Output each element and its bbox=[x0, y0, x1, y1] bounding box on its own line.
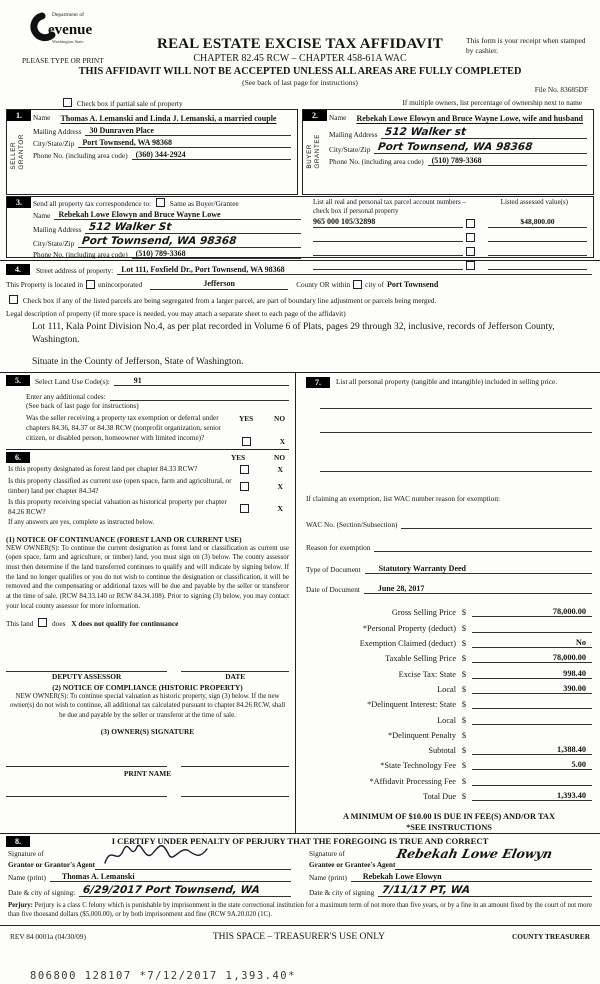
notice2-body: NEW OWNER(S): To continue special valuation as historic property, sign (3) below. If the new owner(s) do not wish to continue, all additional tax calculated pursuant to chapter 84.26 RCW, shall be due and payable by the seller or transferor at the time of sale. bbox=[9, 692, 286, 719]
grantee-date-label: Date & city of signing bbox=[309, 888, 375, 897]
total-due-label: Total Due bbox=[423, 791, 456, 801]
type-of-document-value[interactable]: Statutory Warranty Deed bbox=[365, 564, 592, 574]
parcel-number-4[interactable] bbox=[313, 259, 463, 270]
personal-property-line-3[interactable] bbox=[320, 465, 592, 472]
unincorporated-label: unincorporated bbox=[98, 279, 143, 289]
this-land-prefix: This land bbox=[6, 618, 34, 628]
historic-question: Is this property receiving special valuation as historical property per chapter 84.26 RCW? bbox=[8, 498, 227, 517]
seller-phone-value[interactable]: (360) 344-2924 bbox=[132, 150, 291, 160]
dollar-sign: $ bbox=[461, 730, 467, 740]
dollar-sign: $ bbox=[461, 761, 467, 771]
form-subtitle: CHAPTER 82.45 RCW – CHAPTER 458-61A WAC bbox=[193, 53, 407, 64]
corr-city-value[interactable]: Port Townsend, WA 98368 bbox=[81, 235, 238, 247]
print-name-line-1[interactable] bbox=[6, 788, 167, 797]
segregated-note: Check box if any of the listed parcels are being segregated from a larger parcel, are part of boundary line adjustment or parcels being merged. bbox=[22, 296, 437, 305]
treasurer-space-label: THIS SPACE – TREASURER'S USE ONLY bbox=[212, 932, 385, 942]
dollar-sign: $ bbox=[461, 623, 467, 633]
multiple-owners-note: If multiple owners, list percentage of ownership next to name bbox=[402, 98, 582, 107]
correspondence-box bbox=[6, 196, 594, 258]
buyer-box bbox=[302, 109, 594, 195]
money-row bbox=[306, 786, 592, 801]
current-use-yes-checkbox[interactable] bbox=[240, 482, 249, 491]
situate-line: Situate in the County of Jefferson, State of Washington. bbox=[32, 357, 244, 367]
grantor-signature-block bbox=[8, 849, 291, 897]
buyer-side-1: BUYER bbox=[306, 143, 313, 169]
exemption-yes-checkbox[interactable] bbox=[242, 437, 251, 446]
reason-label: Reason for exemption bbox=[306, 543, 371, 553]
treasurer-stamp: 806800 128107 *7/12/2017 1,393.40* bbox=[30, 970, 296, 982]
buyer-name-label: Name bbox=[329, 113, 347, 122]
money-table bbox=[306, 602, 592, 801]
personal-property-checkbox-1[interactable] bbox=[466, 219, 475, 228]
dollar-sign: $ bbox=[461, 715, 467, 725]
historic-no-answer: X bbox=[277, 503, 283, 513]
seller-city-value[interactable]: Port Townsend, WA 98368 bbox=[78, 138, 291, 148]
exemption-claimed-label: Exemption Claimed (deduct) bbox=[359, 639, 456, 649]
processing-fee-label: *Affidavit Processing Fee bbox=[369, 776, 456, 786]
money-row bbox=[306, 725, 592, 740]
city-value[interactable]: Port Townsend bbox=[386, 279, 439, 289]
grantor-name-value[interactable]: Thomas A. Lemanski bbox=[50, 872, 291, 882]
grantor-sig-label-2: Grantor or Grantor's Agent bbox=[8, 860, 96, 869]
seller-name-value[interactable]: Thomas A. Lemanski and Linda J. Lemanski, a married couple bbox=[60, 114, 277, 123]
partial-sale-label: Check box if partial sale of property bbox=[76, 98, 183, 108]
street-address-label: Street address of property: bbox=[36, 266, 114, 275]
no-label-6: NO bbox=[274, 453, 285, 462]
grantee-sig-label-1: Signature of bbox=[309, 849, 345, 858]
personal-property-line-1[interactable] bbox=[320, 402, 592, 409]
excise-local-label: Local bbox=[437, 684, 456, 694]
logo-revenue-text: evenue bbox=[48, 22, 93, 38]
partial-sale-checkbox[interactable] bbox=[63, 98, 72, 107]
yes-label-6: YES bbox=[231, 453, 246, 462]
forest-no-answer: X bbox=[277, 465, 283, 475]
corr-name-label: Name bbox=[33, 211, 51, 220]
section2-tab: 2. bbox=[303, 110, 327, 121]
date-label: DATE bbox=[225, 671, 246, 681]
grantee-signature-block bbox=[309, 846, 592, 897]
buyer-side-2: GRANTEE bbox=[314, 134, 321, 169]
total-due-value[interactable]: 1,393.40 bbox=[472, 791, 592, 801]
section1-tab: 1. bbox=[7, 110, 31, 121]
personal-deduct-value[interactable] bbox=[472, 632, 592, 633]
assessed-value-4[interactable] bbox=[488, 259, 587, 270]
money-row bbox=[306, 633, 592, 648]
seller-side-2: GRANTOR bbox=[18, 134, 25, 170]
dollar-sign: $ bbox=[461, 684, 467, 694]
money-row bbox=[306, 663, 592, 678]
minimum-note: A MINIMUM OF $10.00 IS DUE IN FEE(S) AND/OR TAX bbox=[342, 811, 556, 821]
personal-property-checkbox-4[interactable] bbox=[466, 261, 475, 270]
legal-description-label: Legal description of property (if more space is needed, you may attach a separate sheet to each page of the affidavit) bbox=[6, 309, 346, 318]
seller-city-label: City/State/Zip bbox=[33, 139, 75, 148]
personal-property-label: List all personal property (tangible and intangible) included in selling price. bbox=[336, 377, 558, 386]
exemption-claim-label: If claiming an exemption, list WAC number reason for exemption: bbox=[306, 494, 500, 504]
owner-signature-line-1[interactable] bbox=[6, 758, 167, 767]
buyer-mailing-value[interactable]: 512 Walker st bbox=[384, 126, 468, 138]
seller-box bbox=[6, 109, 298, 195]
personal-property-checkbox-3[interactable] bbox=[466, 247, 475, 256]
print-name-label: PRINT NAME bbox=[123, 768, 172, 778]
corr-city-label: City/State/Zip bbox=[33, 239, 75, 248]
exemption-claimed-value[interactable]: No bbox=[472, 638, 592, 648]
segregated-checkbox[interactable] bbox=[9, 295, 18, 304]
corr-mailing-value[interactable]: 512 Walker St bbox=[88, 221, 173, 233]
county-treasurer-label: COUNTY TREASURER bbox=[511, 932, 590, 941]
assessed-value-2[interactable] bbox=[488, 231, 587, 242]
excise-state-value[interactable]: 998.40 bbox=[472, 669, 592, 679]
notice1-body: NEW OWNER(S): To continue the current designation as forest land or classification as current use (open space, farm and agriculture, or timber) land, you must sign on (3) below. The county assessor must then determine if the land transferred continues to qualify and will indicate by signing below. If the land no longer qualifies or you do not wish to continue the designation or classification, it will be removed and the compensating or additional taxes will be due and payable by the seller or transferor at the time of sale. (RCW 84.33.140 or RCW 84.34.108). Prior to signing (3) below, you may contact your local county assessor for more information. bbox=[6, 544, 289, 610]
this-land-does-checkbox[interactable] bbox=[38, 618, 47, 627]
see-back-instructions: (See back of last page for instructions) bbox=[26, 401, 139, 410]
forest-land-question: Is this property designated as forest land per chapter 84.33 RCW? bbox=[8, 465, 198, 473]
wac-field[interactable] bbox=[401, 518, 592, 529]
section5-tab: 5. bbox=[6, 375, 30, 386]
property-address-section bbox=[0, 260, 600, 370]
county-value[interactable]: Jefferson bbox=[150, 279, 288, 290]
subtotal-label: Subtotal bbox=[428, 746, 456, 756]
rev-number: REV 84 0001a (04/30/09) bbox=[10, 932, 86, 941]
section3-tab: 3. bbox=[7, 197, 31, 208]
reason-field[interactable] bbox=[374, 541, 592, 552]
tech-fee-label: *State Technology Fee bbox=[380, 761, 456, 771]
dollar-sign: $ bbox=[461, 608, 467, 618]
corr-name-value[interactable]: Rebekah Lowe Elowyn and Bruce Wayne Lowe bbox=[54, 210, 301, 220]
money-row bbox=[306, 770, 592, 785]
date-of-document-label: Date of Document bbox=[306, 585, 360, 595]
dollar-sign: $ bbox=[461, 654, 467, 664]
partial-sale-row bbox=[0, 96, 600, 109]
grantor-signature-scribble bbox=[101, 841, 211, 869]
section7-tab: 7. bbox=[306, 377, 330, 388]
money-row bbox=[306, 679, 592, 694]
certify-statement: I CERTIFY UNDER PENALTY OF PERJURY THAT THE FOREGOING IS TRUE AND CORRECT bbox=[111, 836, 489, 846]
gross-price-value[interactable]: 78,000.00 bbox=[472, 607, 592, 617]
money-row bbox=[306, 648, 592, 663]
section8-tab: 8. bbox=[6, 836, 30, 847]
money-row bbox=[306, 694, 592, 709]
buyer-city-value[interactable]: Port Townsend, WA 98368 bbox=[377, 141, 534, 153]
grantee-signature-value: Rebekah Lowe Elowyn bbox=[395, 846, 555, 861]
same-as-label: Same as Buyer/Grantee bbox=[169, 199, 239, 208]
subtotal-value[interactable]: 1,388.40 bbox=[472, 745, 592, 755]
historic-yes-checkbox[interactable] bbox=[240, 504, 249, 513]
unincorporated-checkbox[interactable] bbox=[86, 280, 95, 289]
money-row bbox=[306, 709, 592, 724]
buyer-side-label bbox=[306, 134, 321, 169]
dollar-sign: $ bbox=[461, 791, 467, 801]
parcel-header: List all real and personal tax parcel account numbers – check box if personal property bbox=[313, 198, 466, 215]
if-yes-note: If any answers are yes, complete as instructed below. bbox=[8, 518, 155, 526]
grantee-date-value[interactable]: 7/11/17 PT, WA bbox=[381, 884, 471, 896]
form-footer bbox=[0, 925, 600, 948]
delinquent-interest-local-label: Local bbox=[437, 715, 456, 725]
excise-local-value[interactable]: 390.00 bbox=[472, 684, 592, 694]
assessed-value-1[interactable]: $48,800.00 bbox=[488, 217, 587, 228]
delinquent-interest-state-label: *Delinquent Interest: State bbox=[367, 700, 456, 710]
logo-dept-text: Department of bbox=[52, 12, 84, 18]
left-column bbox=[0, 373, 296, 833]
assessed-value-3[interactable] bbox=[488, 245, 587, 256]
owners-signature-label: (3) OWNER(S) SIGNATURE bbox=[100, 726, 195, 736]
buyer-name-value[interactable]: Rebekah Lowe Elowyn and Bruce Wayne Lowe, wife and husband bbox=[356, 114, 583, 123]
please-type-label: PLEASE TYPE OR PRINT bbox=[22, 56, 104, 65]
type-of-document-label: Type of Document bbox=[306, 565, 361, 575]
grantor-date-value[interactable]: 6/29/2017 Port Townsend, WA bbox=[82, 884, 261, 896]
dollar-sign: $ bbox=[461, 669, 467, 679]
grantor-date-label: Date & city of signing: bbox=[8, 888, 76, 897]
city-checkbox[interactable] bbox=[353, 280, 362, 289]
tax-exemption-question: Was the seller receiving a property tax exemption or deferral under chapters 84.36, 84.37 or 84.38 RCW (nonprofit organization, senior citizen, or disabled person, homeowner with limited income)? bbox=[26, 414, 222, 442]
corr-mailing-label: Mailing Address bbox=[33, 225, 82, 234]
seller-side-1: SELLER bbox=[10, 141, 17, 170]
delinquent-interest-local-value[interactable] bbox=[472, 724, 592, 725]
processing-fee-value[interactable] bbox=[472, 785, 592, 786]
buyer-phone-label: Phone No. (including area code) bbox=[329, 157, 424, 166]
corr-phone-value[interactable]: (510) 789-3368 bbox=[132, 249, 301, 259]
excise-state-label: Excise Tax: State bbox=[398, 669, 456, 679]
current-use-question: Is this property classified as current use (open space, farm and agricultural, or timber) land per chapter 84.34? bbox=[8, 476, 232, 495]
wac-label: WAC No. (Section/Subsection) bbox=[306, 520, 398, 530]
seller-phone-label: Phone No. (including area code) bbox=[33, 151, 128, 160]
forest-yes-checkbox[interactable] bbox=[240, 465, 249, 474]
grantee-sig-label-2: Grantee or Grantee's Agent bbox=[309, 860, 396, 869]
dollar-sign: $ bbox=[461, 700, 467, 710]
buyer-phone-value[interactable]: (510) 789-3368 bbox=[428, 156, 587, 166]
grantor-name-label: Name (print) bbox=[8, 873, 46, 882]
taxable-price-value[interactable]: 78,000.00 bbox=[472, 653, 592, 663]
gross-price-label: Gross Selling Price bbox=[391, 608, 456, 618]
personal-deduct-label: *Personal Property (deduct) bbox=[362, 623, 456, 633]
assessed-header: Listed assessed value(s) bbox=[500, 198, 568, 206]
dollar-sign: $ bbox=[461, 746, 467, 756]
forest-land-section bbox=[6, 452, 289, 797]
file-number: File No. 83685DF bbox=[534, 85, 588, 94]
land-use-section bbox=[6, 375, 289, 450]
parcel-number-2[interactable] bbox=[313, 231, 463, 242]
grantor-signature-line[interactable] bbox=[95, 859, 291, 870]
money-row bbox=[306, 755, 592, 770]
grantee-signature-line[interactable] bbox=[395, 846, 592, 870]
personal-property-line-2[interactable] bbox=[320, 425, 592, 432]
this-land-does-not: X does not qualify for continuance bbox=[71, 618, 179, 628]
no-label: NO bbox=[274, 414, 285, 423]
dollar-sign: $ bbox=[461, 639, 467, 649]
section4-tab: 4. bbox=[6, 264, 30, 275]
land-use-value[interactable]: 91 bbox=[114, 376, 289, 386]
notice1-title: (1) NOTICE OF CONTINUANCE (FOREST LAND OR CURRENT USE) bbox=[6, 534, 242, 544]
parcel-number-1[interactable]: 965 000 105/32898 bbox=[313, 217, 463, 228]
date-of-document-value[interactable]: June 28, 2017 bbox=[364, 584, 592, 594]
certification-section bbox=[0, 833, 600, 923]
personal-property-checkbox-2[interactable] bbox=[466, 233, 475, 242]
dollar-sign: $ bbox=[461, 776, 467, 786]
buyer-mailing-label: Mailing Address bbox=[329, 130, 378, 139]
see-instructions-note: *SEE INSTRUCTIONS bbox=[406, 822, 492, 832]
money-row bbox=[306, 617, 592, 632]
notice2-title: (2) NOTICE OF COMPLIANCE (HISTORIC PROPERTY) bbox=[52, 682, 243, 692]
delinquent-penalty-label: *Delinquent Penalty bbox=[388, 730, 456, 740]
additional-codes-label: Enter any additional codes: bbox=[26, 392, 106, 401]
section6-tab: 6. bbox=[6, 452, 30, 463]
deputy-assessor-signature-line[interactable] bbox=[6, 663, 167, 672]
form-header bbox=[0, 0, 600, 96]
see-back-note: (See back of last page for instructions) bbox=[242, 78, 358, 87]
legal-description-value: Lot 111, Kala Point Division No.4, as per plat recorded in Volume 6 of Plats, pages 29 through 32, inclusive, records of Jefferson County, Washington. bbox=[32, 322, 555, 345]
money-row bbox=[306, 740, 592, 755]
warning-line: THIS AFFIDAVIT WILL NOT BE ACCEPTED UNLESS ALL AREAS ARE FULLY COMPLETED bbox=[78, 66, 522, 77]
buyer-city-label: City/State/Zip bbox=[329, 145, 371, 154]
located-prefix: This Property is located in bbox=[6, 279, 84, 289]
correspondence-label: Send all property tax correspondence to: bbox=[33, 199, 152, 208]
deputy-date-line[interactable] bbox=[181, 663, 289, 672]
print-name-line-2[interactable] bbox=[181, 788, 289, 797]
grantee-name-value[interactable]: Rebekah Lowe Elowyn bbox=[351, 872, 592, 882]
owner-signature-line-2[interactable] bbox=[181, 758, 289, 767]
city-of-label: city of bbox=[365, 279, 384, 289]
receipt-note: This form is your receipt when stamped by cashier. bbox=[466, 36, 586, 55]
seller-name-label: Name bbox=[33, 113, 51, 122]
perjury-label: Perjury: bbox=[8, 902, 33, 909]
taxable-price-label: Taxable Selling Price bbox=[385, 654, 456, 664]
delinquent-interest-state-value[interactable] bbox=[472, 708, 592, 709]
exemption-no-answer: X bbox=[279, 437, 285, 446]
yes-label: YES bbox=[239, 414, 254, 423]
grantor-sig-label-1: Signature of bbox=[8, 849, 44, 858]
grantee-name-label: Name (print) bbox=[309, 873, 347, 882]
right-column bbox=[296, 373, 600, 833]
money-row bbox=[306, 602, 592, 617]
logo-sub-text: Washington State bbox=[52, 39, 84, 44]
tech-fee-value[interactable]: 5.00 bbox=[472, 760, 592, 770]
land-use-label: Select Land Use Code(s): bbox=[35, 377, 110, 386]
this-land-does: does bbox=[52, 618, 66, 628]
seller-mailing-value[interactable]: 30 Dunraven Place bbox=[85, 126, 291, 136]
current-use-no-answer: X bbox=[277, 482, 283, 492]
perjury-body: Perjury is a class C felony which is punishable by imprisonment in the state correctional institution for a maximum term of not more than five years, or by a fine in an amount fixed by the court of not more than five thousand dollars ($5,000.00), or by both imprisonment and fine (RCW 9A.20.020 (1C). bbox=[8, 902, 592, 919]
form-title: REAL ESTATE EXCISE TAX AFFIDAVIT bbox=[157, 36, 443, 52]
seller-mailing-label: Mailing Address bbox=[33, 127, 82, 136]
county-suffix: County OR within bbox=[296, 279, 351, 289]
same-as-buyer-checkbox[interactable] bbox=[156, 198, 165, 207]
parcel-number-3[interactable] bbox=[313, 245, 463, 256]
additional-codes-field[interactable] bbox=[110, 390, 289, 401]
deputy-assessor-label: DEPUTY ASSESSOR bbox=[52, 671, 122, 681]
street-address-value[interactable]: Lot 111, Foxfield Dr., Port Townsend, WA 98368 bbox=[117, 265, 592, 275]
corr-phone-label: Phone No. (including area code) bbox=[33, 250, 128, 259]
seller-side-label bbox=[10, 134, 25, 170]
